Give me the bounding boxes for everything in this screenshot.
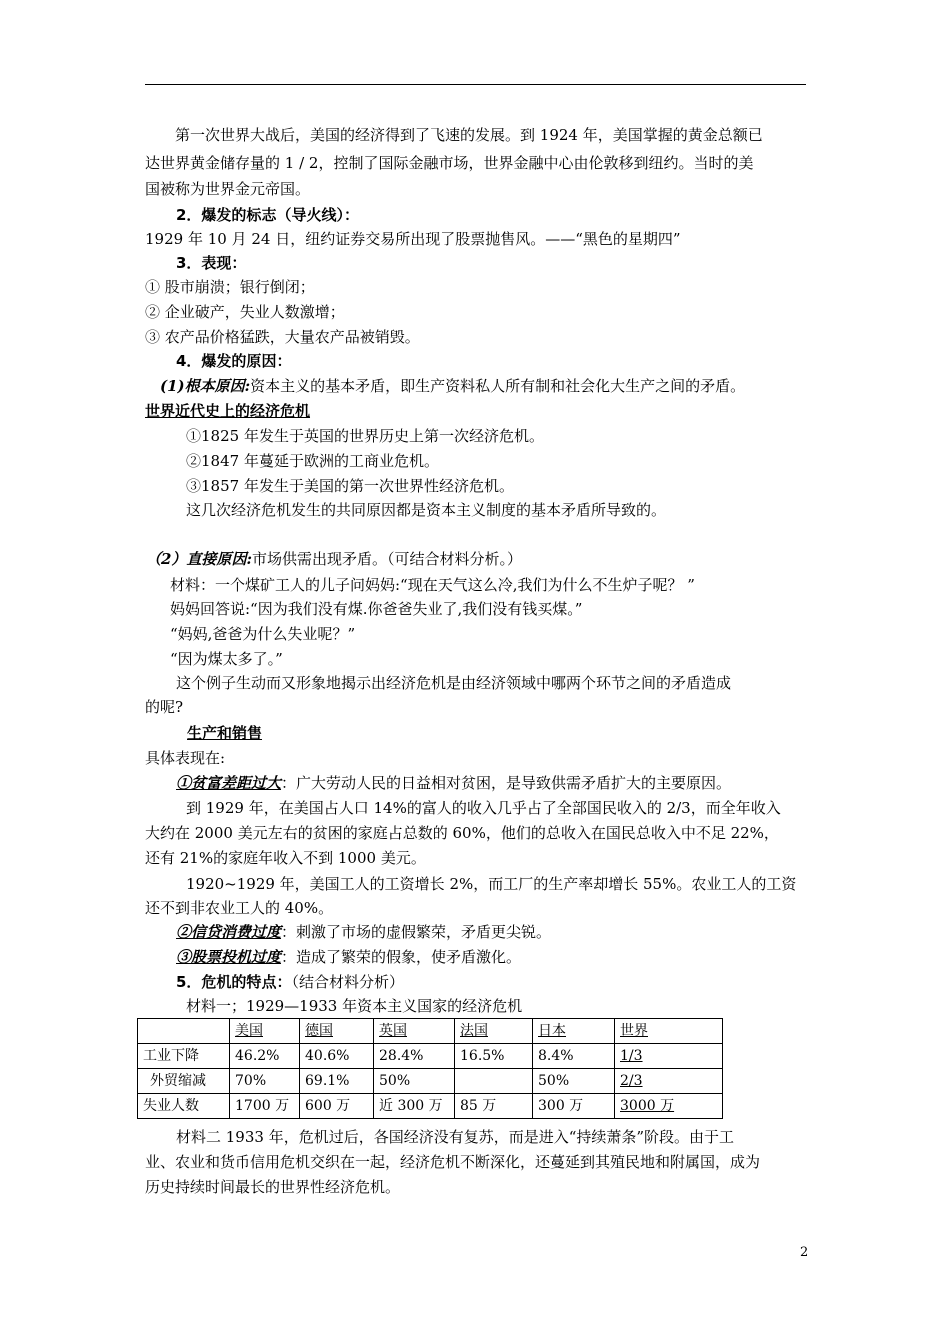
table-cell: 28.4% <box>374 1044 455 1069</box>
page-number: 2 <box>800 1245 809 1260</box>
table-cell: 50% <box>374 1069 455 1094</box>
table-cell: 2/3 <box>615 1069 723 1094</box>
history-item-1: ①1825 年发生于英国的世界历史上第一次经济危机。 <box>186 427 544 445</box>
question-line-1: 这个例子生动而又形象地揭示出经济危机是由经济领域中哪两个环节之间的矛盾造成 <box>176 674 732 692</box>
sec2-text: 1929 年 10 月 24 日，纽约证券交易所出现了股票抛售风。——“黑色的星期四” <box>145 230 681 248</box>
table-cell: 69.1% <box>300 1069 374 1094</box>
table-header-cell: 美国 <box>230 1019 300 1044</box>
material-2-line-1: 材料二 1933 年，危机过后，各国经济没有复苏，而是进入“持续萧条”阶段。由于工 <box>176 1128 735 1146</box>
root-cause-label: (1)根本原因: <box>160 377 251 395</box>
point-1-line <box>176 773 841 793</box>
point-1-wage-2: 还不到非农业工人的 40%。 <box>145 899 334 917</box>
point-1-label: ①贫富差距过大 <box>176 774 282 792</box>
intro-line-3: 国被称为世界金元帝国。 <box>145 180 311 198</box>
history-title: 世界近代史上的经济危机 <box>145 402 311 420</box>
sec3-item-1: ① 股市崩溃；银行倒闭； <box>145 278 315 296</box>
table-cell: 近 300 万 <box>374 1094 455 1119</box>
table-cell: 工业下降 <box>138 1044 230 1069</box>
table-row <box>138 1069 723 1094</box>
direct-cause-label: （2）直接原因: <box>146 550 252 568</box>
material-line-1: 材料：一个煤矿工人的儿子问妈妈:“现在天气这么冷,我们为什么不生炉子呢？ ” <box>170 576 695 594</box>
point-3-line <box>176 947 841 967</box>
sec5-heading-line <box>176 972 841 992</box>
material-line-2: 妈妈回答说:“因为我们没有煤.你爸爸失业了,我们没有钱买煤。” <box>170 600 583 618</box>
table-header-cell: 德国 <box>300 1019 374 1044</box>
direct-cause-text: 市场供需出现矛盾。（可结合材料分析。） <box>251 550 522 568</box>
table-cell: 85 万 <box>455 1094 533 1119</box>
material-1-title: 材料一；1929—1933 年资本主义国家的经济危机 <box>186 997 523 1015</box>
point-3-label: ③股票投机过度 <box>176 948 282 966</box>
point-1-detail-2: 大约在 2000 美元左右的贫困的家庭占总数的 60%，他们的总收入在国民总收入中不足 22%， <box>145 824 779 842</box>
table-cell: 8.4% <box>533 1044 615 1069</box>
intro-line-1: 第一次世界大战后，美国的经济得到了飞速的发展。到 1924 年，美国掌握的黄金总额已 <box>175 126 763 144</box>
sec3-item-3: ③ 农产品价格猛跌，大量农产品被销毁。 <box>145 328 420 346</box>
table-cell <box>455 1069 533 1094</box>
point-1-wage-1: 1920~1929 年，美国工人的工资增长 2%，而工厂的生产率却增长 55%。农业工人的工资 <box>186 875 797 893</box>
point-1-detail-3: 还有 21%的家庭年收入不到 1000 美元。 <box>145 849 426 867</box>
sec4-heading: 4．爆发的原因： <box>176 352 292 370</box>
table-cell: 外贸缩减 <box>138 1069 230 1094</box>
specific-label: 具体表现在: <box>145 749 226 767</box>
table-cell: 失业人数 <box>138 1094 230 1119</box>
table-cell: 46.2% <box>230 1044 300 1069</box>
table-header-cell: 世界 <box>615 1019 723 1044</box>
material-line-3: “妈妈,爸爸为什么失业呢？” <box>170 625 356 643</box>
table-header-cell: 日本 <box>533 1019 615 1044</box>
table-cell: 600 万 <box>300 1094 374 1119</box>
table-cell: 16.5% <box>455 1044 533 1069</box>
sec3-item-2: ② 企业破产，失业人数激增； <box>145 303 345 321</box>
table-cell: 300 万 <box>533 1094 615 1119</box>
table-cell: 1/3 <box>615 1044 723 1069</box>
table-cell: 1700 万 <box>230 1094 300 1119</box>
sec5-heading: 5．危机的特点： <box>176 973 292 991</box>
material-2-line-3: 历史持续时间最长的世界性经济危机。 <box>145 1178 401 1196</box>
point-3-text: ：造成了繁荣的假象，使矛盾激化。 <box>281 948 522 966</box>
direct-cause-line <box>146 549 811 569</box>
answer-text: 生产和销售 <box>187 724 263 742</box>
table-header-cell <box>138 1019 230 1044</box>
point-2-line <box>176 922 841 942</box>
table-row <box>138 1044 723 1069</box>
point-1-detail-1: 到 1929 年，在美国占人口 14%的富人的收入几乎占了全部国民收入的 2/3，而全年收入 <box>186 799 781 817</box>
material-2-line-2: 业、农业和货币信用危机交织在一起，经济危机不断深化，还蔓延到其殖民地和附属国，成为 <box>145 1153 761 1171</box>
table-cell: 3000 万 <box>615 1094 723 1119</box>
table-cell: 40.6% <box>300 1044 374 1069</box>
history-summary: 这几次经济危机发生的共同原因都是资本主义制度的基本矛盾所导致的。 <box>186 501 667 519</box>
table-cell: 70% <box>230 1069 300 1094</box>
root-cause-text: 资本主义的基本矛盾，即生产资料私人所有制和社会化大生产之间的矛盾。 <box>250 377 746 395</box>
table-cell: 50% <box>533 1069 615 1094</box>
sec5-heading-note: （结合材料分析） <box>291 973 404 991</box>
table-header-cell: 法国 <box>455 1019 533 1044</box>
history-item-3: ③1857 年发生于美国的第一次世界性经济危机。 <box>186 477 514 495</box>
sec2-heading: 2．爆发的标志（导火线）： <box>176 206 359 224</box>
material-line-4: “因为煤太多了。” <box>170 650 283 668</box>
root-cause-line <box>160 376 825 396</box>
header-rule <box>145 84 806 85</box>
sec3-heading: 3．表现： <box>176 254 247 272</box>
point-2-text: ：刺激了市场的虚假繁荣，矛盾更尖锐。 <box>281 923 552 941</box>
table-header-cell: 英国 <box>374 1019 455 1044</box>
table-row <box>138 1094 723 1119</box>
history-item-2: ②1847 年蔓延于欧洲的工商业危机。 <box>186 452 439 470</box>
question-line-2: 的呢? <box>145 698 184 716</box>
point-2-label: ②信贷消费过度 <box>176 923 282 941</box>
table-header-row <box>138 1019 723 1044</box>
intro-line-2: 达世界黄金储存量的 1 / 2，控制了国际金融市场，世界金融中心由伦敦移到纽约。当时的美 <box>145 154 754 172</box>
crisis-table <box>137 1018 723 1119</box>
point-1-text: ：广大劳动人民的日益相对贫困，是导致供需矛盾扩大的主要原因。 <box>281 774 732 792</box>
